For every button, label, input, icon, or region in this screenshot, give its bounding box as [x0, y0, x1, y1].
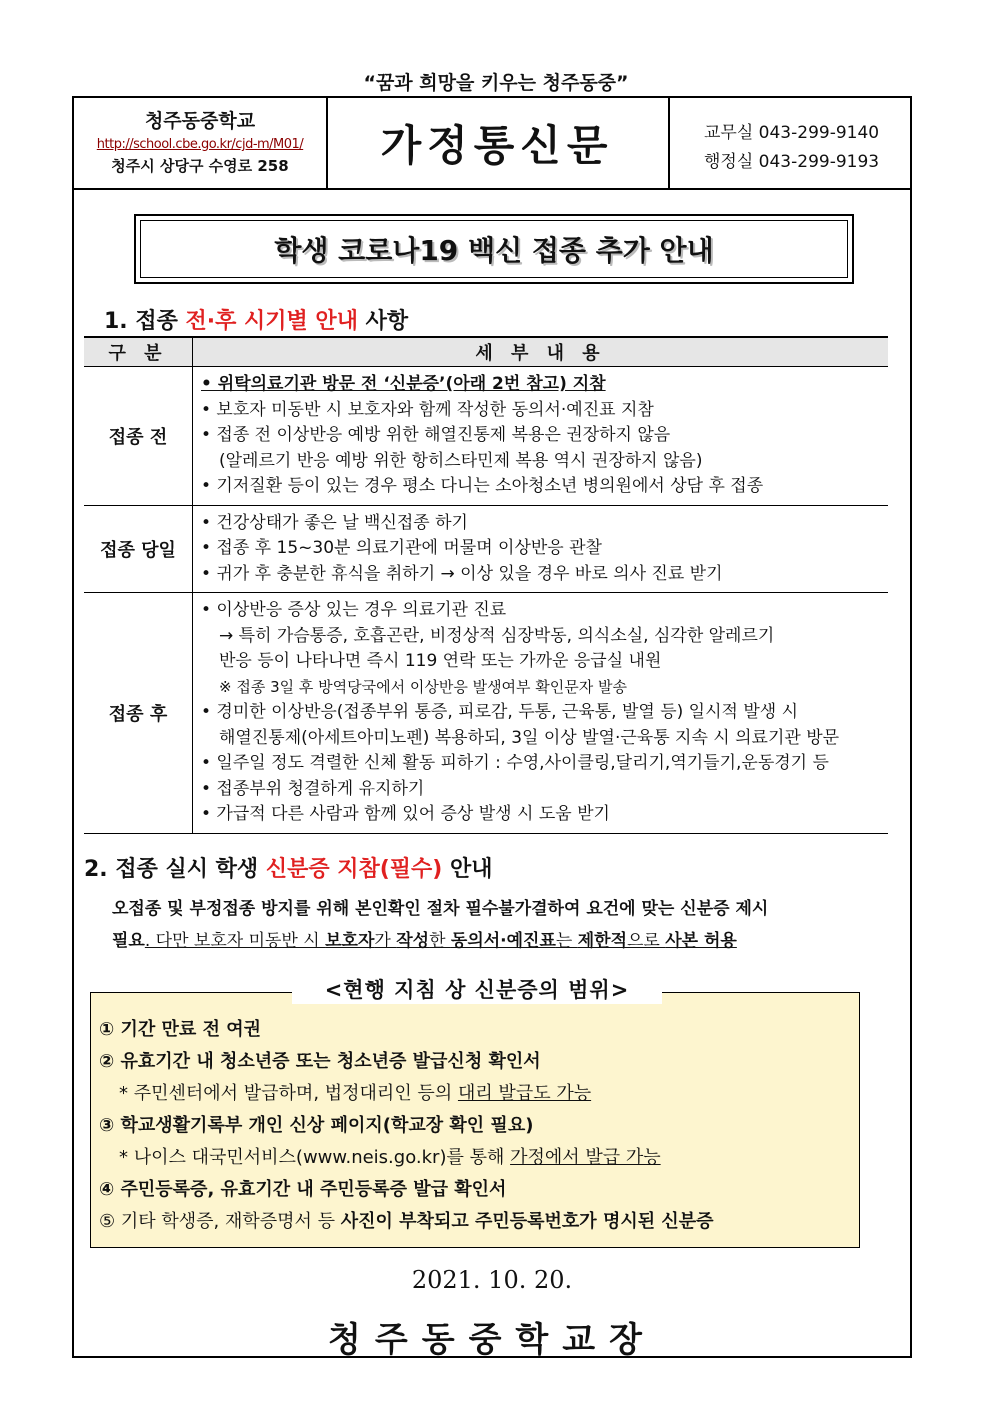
para-text: 제한적	[577, 931, 627, 951]
table-header-row	[84, 337, 888, 367]
note-text: * 주민센터에서 발급하며, 법정대리인 등의	[119, 1083, 458, 1104]
principal-signature: 청주동중학교장	[328, 1320, 656, 1360]
detail-line: • 보호자 미동반 시 보호자와 함께 작성한 동의서·예진표 지참	[201, 399, 654, 420]
id-item-4: ④ 주민등록증, 유효기간 내 주민등록증 발급 확인서	[99, 1179, 507, 1200]
notice-title-inner	[140, 220, 848, 278]
para-text: 는	[555, 931, 578, 951]
para-text: 필요	[112, 931, 145, 951]
table-row	[84, 593, 888, 834]
detail-line: • 귀가 후 충분한 휴식을 취하기 → 이상 있을 경우 바로 의사 진료 받기	[201, 563, 723, 584]
item-text: ⑤ 기타 학생증, 재학증명서 등	[99, 1211, 341, 1232]
detail-line: • 접종부위 청결하게 유지하기	[201, 778, 425, 799]
school-address: 청주시 상당구 수영로 258	[111, 157, 289, 175]
table-row	[84, 505, 888, 593]
detail-line: • 일주일 정도 격렬한 신체 활동 피하기 : 수영,사이클링,달리기,역기들기,운동경기 등	[201, 753, 829, 773]
detail-line: • 가급적 다른 사람과 함께 있어 증상 발생 시 도움 받기	[201, 804, 610, 824]
id-scope-title: <현행 지침 상 신분증의 범위>	[292, 974, 662, 1004]
para-text: 동의서·예진표	[450, 931, 556, 951]
row-label-day: 접종 당일	[84, 505, 193, 593]
detail-line: 반응 등이 나타나면 즉시 119 연락 또는 가까운 응급실 내원	[219, 651, 662, 671]
school-name: 청주동중학교	[144, 110, 256, 132]
item-bold-text: 사진이 부착되고 주민등록번호가 명시된 신분증	[340, 1211, 714, 1232]
newsletter-frame	[72, 96, 912, 1358]
issue-date: 2021. 10. 20.	[411, 1266, 573, 1294]
note-underlined: 가정에서 발급 가능	[510, 1147, 661, 1168]
section2-suffix: 안내	[442, 857, 493, 882]
row-label-before: 접종 전	[84, 367, 193, 506]
para-text: . 다만 보호자 미동반 시	[144, 931, 326, 951]
detail-line: • 접종 전 이상반응 예방 위한 해열진통제 복용은 권장하지 않음	[201, 425, 671, 445]
phone-academic: 교무실 043-299-9140	[704, 123, 880, 143]
row-details-after	[193, 593, 889, 834]
detail-line: • 접종 후 15~30분 의료기관에 머물며 이상반응 관찰	[201, 538, 602, 558]
detail-line: • 경미한 이상반응(접종부위 통증, 피로감, 두통, 근육통, 발열 등) 일시적 발생 시	[201, 702, 799, 722]
section1-highlight: 전·후 시기별 안내	[185, 309, 358, 334]
vaccination-guide-table	[84, 336, 888, 834]
detail-line: (알레르기 반응 예방 위한 항히스타민제 복용 역시 권장하지 않음)	[219, 450, 703, 471]
para-underlined	[145, 931, 737, 951]
para-text: 작성	[396, 931, 430, 951]
detail-line: • 기저질환 등이 있는 경우 평소 다니는 소아청소년 병의원에서 상담 후 접종	[201, 476, 764, 496]
col-header-category: 구 분	[84, 337, 193, 367]
phone-admin: 행정실 043-299-9193	[704, 152, 880, 172]
para-text: 사본 허용	[665, 931, 737, 951]
detail-line: → 특히 가슴통증, 호흡곤란, 비정상적 심장박동, 의식소실, 심각한 알레르기	[219, 625, 775, 646]
school-url-link[interactable]: http://school.cbe.go.kr/cjd-m/M01/	[96, 137, 304, 152]
note-text: * 나이스 대국민서비스(www.neis.go.kr)를 통해	[119, 1147, 511, 1168]
newsletter-title-cell	[326, 98, 670, 188]
row-label-after: 접종 후	[84, 593, 193, 834]
id-scope-box	[90, 992, 860, 1248]
para-text: 보호자	[325, 931, 375, 951]
detail-note: ※ 접종 3일 후 방역당국에서 이상반응 발생여부 확인문자 발송	[219, 677, 628, 696]
note-underlined: 대리 발급도 가능	[457, 1083, 592, 1104]
id-item-1: ① 기간 만료 전 여권	[99, 1019, 262, 1040]
contact-info	[668, 98, 912, 188]
section2-highlight: 신분증 지참(필수)	[265, 857, 443, 882]
id-item-2-note	[119, 1079, 591, 1105]
id-item-5	[99, 1207, 714, 1233]
notice-title: 학생 코로나19 백신 접종 추가 안내	[274, 234, 714, 267]
row-details-day	[193, 505, 889, 593]
detail-line: 해열진통제(아세트아미노펜) 복용하되, 3일 이상 발열·근육통 지속 시 의료기관 방문	[219, 727, 840, 748]
id-item-3: ③ 학교생활기록부 개인 신상 페이지(학교장 확인 필요)	[99, 1115, 534, 1136]
motto: “꿈과 희망을 키우는 청주동중”	[363, 72, 629, 94]
detail-line: • 이상반응 증상 있는 경우 의료기관 진료	[201, 600, 507, 620]
header	[74, 98, 910, 190]
para-text: 한	[429, 931, 451, 951]
newsletter-title: 가정통신문	[380, 121, 614, 170]
section1-prefix: 1. 접종	[104, 309, 186, 334]
notice-title-box	[134, 214, 854, 284]
detail-line: • 위탁의료기관 방문 전 ‘신분증’(아래 2번 참고) 지참	[201, 374, 606, 394]
section1-heading	[104, 304, 408, 335]
school-info	[74, 98, 328, 188]
section2-paragraph-line2	[112, 926, 737, 951]
para-text: 가	[374, 931, 397, 951]
detail-line: • 건강상태가 좋은 날 백신접종 하기	[201, 512, 468, 533]
id-item-3-note	[119, 1143, 661, 1169]
section1-suffix: 사항	[357, 309, 409, 334]
row-details-before	[193, 367, 889, 506]
section2-heading	[84, 852, 493, 883]
col-header-details: 세 부 내 용	[193, 337, 889, 367]
table-row	[84, 367, 888, 506]
section2-paragraph-line1: 오접종 및 부정접종 방지를 위해 본인확인 절차 필수불가결하여 요건에 맞는 신분증 제시	[112, 899, 769, 919]
para-text: 으로	[627, 931, 666, 951]
section2-prefix: 2. 접종 실시 학생	[84, 857, 266, 882]
id-item-2: ② 유효기간 내 청소년증 또는 청소년증 발급신청 확인서	[99, 1051, 541, 1072]
